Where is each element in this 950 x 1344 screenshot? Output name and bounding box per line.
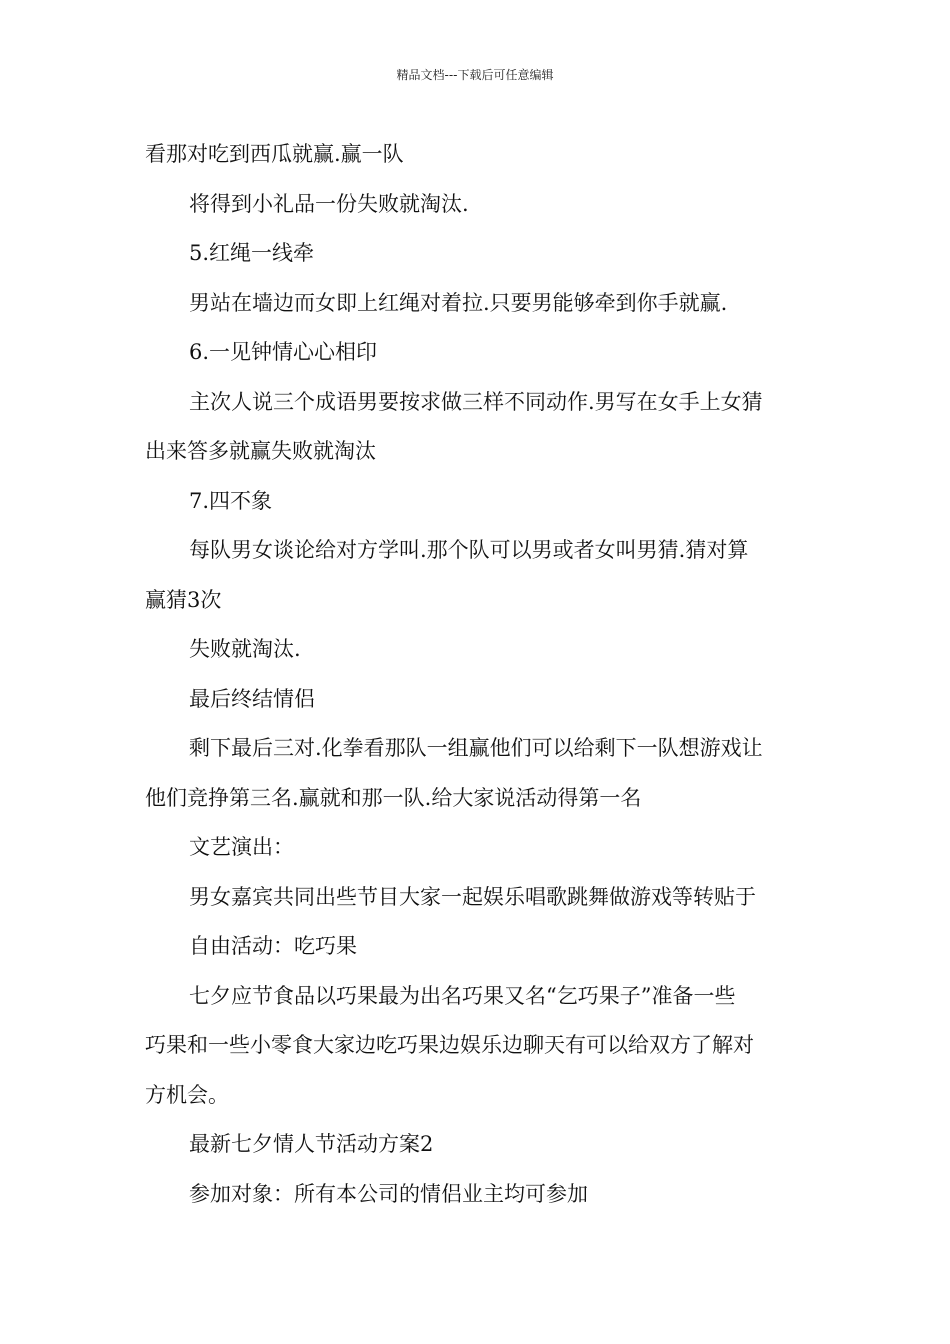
text-line: 5.红绳一线牵	[189, 241, 315, 265]
text-line: 剩下最后三对.化拳看那队一组赢他们可以给剩下一队想游戏让	[189, 736, 763, 760]
text-line: 男女嘉宾共同出些节目大家一起娱乐唱歌跳舞做游戏等转贴于	[189, 884, 756, 909]
text-line: 七夕应节食品以巧果最为出名巧果又名“乞巧果子”准备一些	[189, 983, 736, 1008]
text-line: 自由活动：吃巧果	[189, 934, 357, 958]
text-line: 7.四不象	[189, 488, 273, 513]
text-line: 文艺演出：	[189, 835, 294, 859]
text-line: 最后终结情侣	[189, 686, 315, 711]
text-line: 男站在墙边而女即上红绳对着拉.只要男能够牵到你手就赢.	[189, 290, 728, 315]
text-line: 6.一见钟情心心相印	[189, 340, 378, 364]
text-line: 赢猜3次	[145, 587, 222, 612]
text-line: 看那对吃到西瓜就赢.赢一队	[145, 142, 404, 166]
text-line: 主次人说三个成语男要按求做三样不同动作.男写在女手上女猜	[189, 389, 763, 414]
text-line: 失败就淘汰.	[189, 637, 301, 661]
text-line: 方机会。	[145, 1082, 229, 1107]
text-line: 每队男女谈论给对方学叫.那个队可以男或者女叫男猜.猜对算	[189, 538, 749, 562]
text-line: 将得到小礼品一份失败就淘汰.	[189, 191, 469, 216]
text-line: 参加对象：所有本公司的情侣业主均可参加	[189, 1181, 588, 1206]
text-line: 巧果和一些小零食大家边吃巧果边娱乐边聊天有可以给双方了解对	[145, 1033, 754, 1057]
text-line: 他们竞挣第三名.赢就和那一队.给大家说活动得第一名	[145, 785, 642, 810]
text-line: 出来答多就赢失败就淘汰	[145, 439, 376, 463]
page-header: 精品文档---下载后可任意编辑	[396, 68, 554, 82]
document-body	[145, 130, 810, 1219]
text-line: 最新七夕情人节活动方案2	[189, 1132, 434, 1156]
